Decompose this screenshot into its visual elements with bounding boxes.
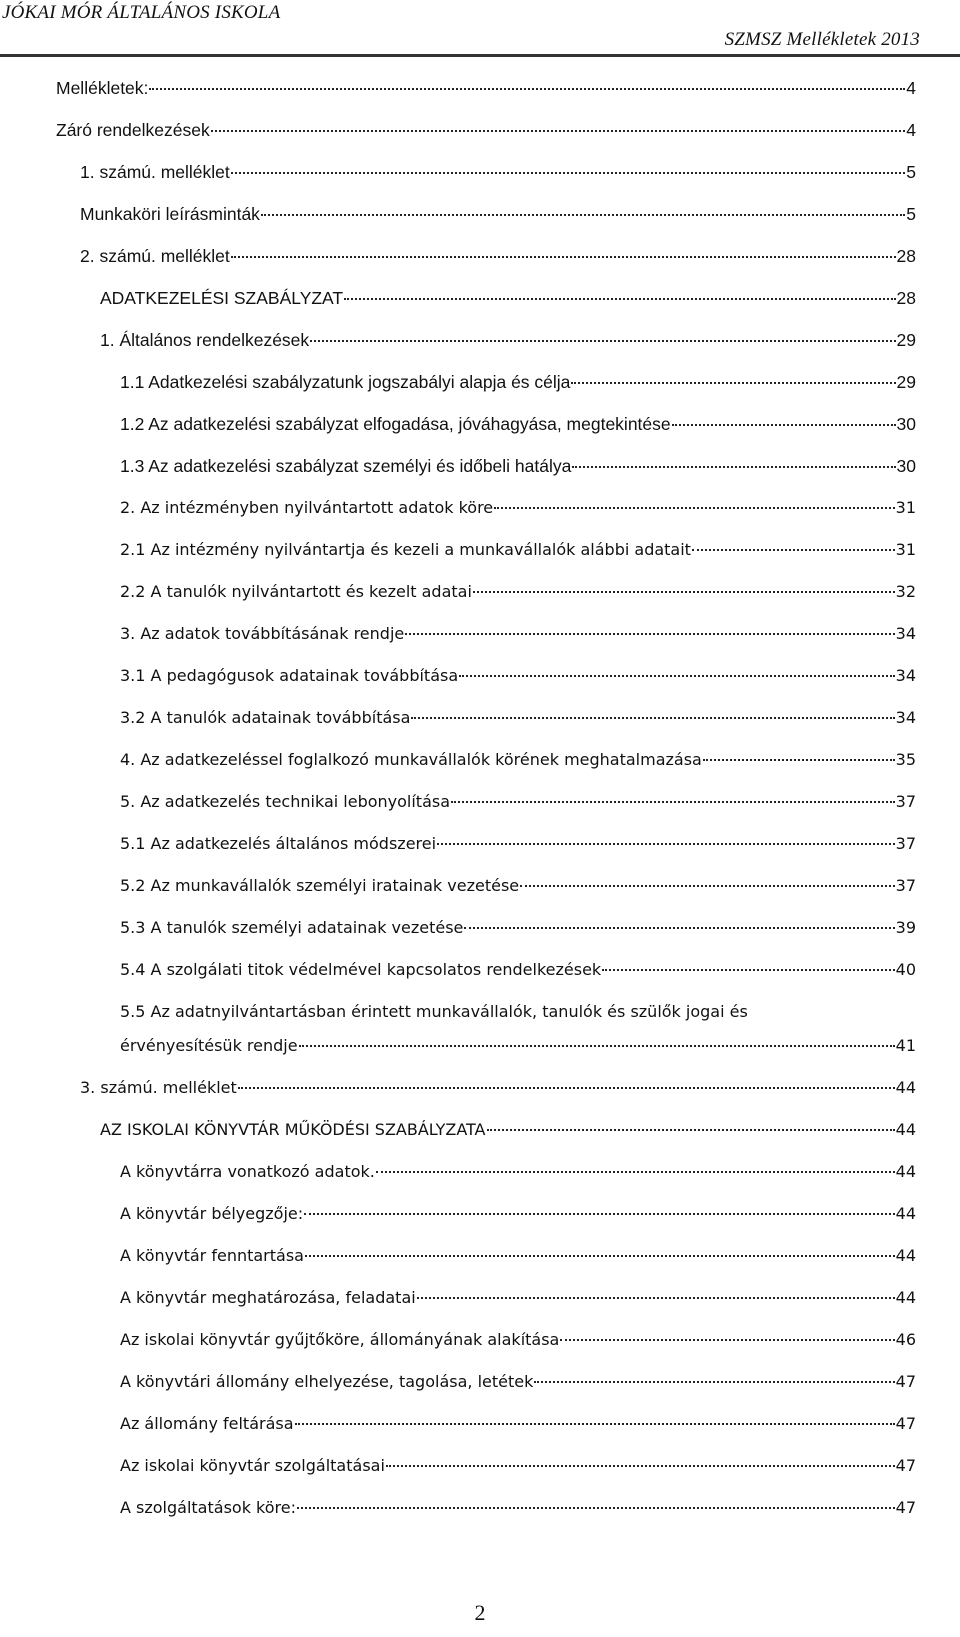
toc-entry[interactable]	[100, 286, 916, 310]
toc-entry-page: 44	[895, 1078, 916, 1097]
toc-entry[interactable]	[120, 1160, 916, 1184]
toc-entry-page: 30	[896, 456, 916, 476]
toc-dot-leader	[305, 1255, 895, 1257]
toc-entry-page: 47	[895, 1456, 916, 1475]
toc-entry[interactable]	[120, 1370, 916, 1394]
toc-entry-page: 34	[895, 624, 916, 643]
toc-entry-title: ADATKEZELÉSI SZABÁLYZAT	[100, 288, 344, 308]
toc-entry-title: 2.1 Az intézmény nyilvántartja és kezeli a munkavállalók alábbi adatait	[120, 540, 691, 559]
toc-entry-title: A könyvtári állomány elhelyezése, tagolása, letétek	[120, 1372, 534, 1391]
toc-entry[interactable]	[56, 118, 916, 142]
toc-entry-page: 47	[895, 1372, 916, 1391]
toc-dot-leader	[149, 88, 905, 90]
toc-dot-leader	[571, 382, 895, 384]
toc-entry-title: A könyvtárra vonatkozó adatok.	[120, 1162, 375, 1181]
toc-dot-leader	[473, 591, 895, 593]
toc-entry-title: 5.2 Az munkavállalók személyi iratainak vezetése	[120, 876, 520, 895]
toc-entry-title: 5.4 A szolgálati titok védelmével kapcsolatos rendelkezések	[120, 960, 602, 979]
toc-entry-page: 4	[906, 78, 916, 98]
toc-dot-leader	[304, 1213, 895, 1215]
toc-entry-title: A könyvtár meghatározása, feladatai	[120, 1288, 416, 1307]
toc-dot-leader	[534, 1381, 894, 1383]
toc-entry-page: 35	[895, 750, 916, 769]
toc-entry[interactable]	[120, 832, 916, 856]
toc-entry[interactable]	[120, 1454, 916, 1478]
toc-entry[interactable]	[120, 1244, 916, 1268]
toc-entry[interactable]	[120, 916, 916, 940]
toc-dot-leader	[411, 717, 894, 719]
toc-entry[interactable]	[120, 580, 916, 604]
toc-entry-page: 39	[895, 918, 916, 937]
toc-entry[interactable]	[80, 202, 916, 226]
toc-entry-page: 47	[895, 1414, 916, 1433]
toc-entry-page: 44	[895, 1204, 916, 1223]
toc-entry-title: 3.2 A tanulók adatainak továbbítása	[120, 708, 411, 727]
toc-entry[interactable]	[56, 76, 916, 100]
toc-entry-title: 5. Az adatkezelés technikai lebonyolítása	[120, 792, 451, 811]
toc-entry-page: 29	[896, 372, 916, 392]
toc-entry[interactable]	[120, 1412, 916, 1436]
toc-entry[interactable]	[120, 748, 916, 772]
toc-entry[interactable]	[80, 160, 916, 184]
toc-entry-title: Záró rendelkezések	[56, 120, 210, 140]
toc-entry-page: 44	[895, 1246, 916, 1265]
toc-dot-leader	[703, 759, 895, 761]
toc-entry-page: 4	[906, 120, 916, 140]
toc-dot-leader	[437, 843, 895, 845]
toc-dot-leader	[417, 1297, 895, 1299]
toc-entry-title: Az állomány feltárása	[120, 1414, 294, 1433]
toc-entry-title: 2. számú. melléklet	[80, 246, 230, 266]
toc-entry[interactable]	[120, 1328, 916, 1352]
toc-entry-page: 28	[896, 246, 916, 266]
toc-dot-leader	[310, 340, 895, 342]
toc-entry-title: Munkaköri leírásminták	[80, 204, 260, 224]
toc-entry[interactable]	[100, 328, 916, 352]
toc-entry[interactable]	[120, 1202, 916, 1226]
toc-dot-leader	[494, 507, 894, 509]
toc-entry-title: 3. Az adatok továbbításának rendje	[120, 624, 405, 643]
toc-entry-page: 37	[895, 834, 916, 853]
toc-entry-title: 1.1 Adatkezelési szabályzatunk jogszabályi alapja és célja	[120, 372, 571, 392]
toc-entry[interactable]	[120, 454, 916, 478]
toc-entry-page: 44	[895, 1120, 916, 1139]
toc-entry[interactable]	[120, 370, 916, 394]
header-rule	[0, 54, 960, 57]
toc-entry-title: A könyvtár fenntartása	[120, 1246, 304, 1265]
toc-entry-page: 29	[896, 330, 916, 350]
page-number: 2	[474, 1600, 486, 1625]
toc-dot-leader	[295, 1423, 895, 1425]
toc-dot-leader	[451, 801, 895, 803]
toc-entry-title: 3.1 A pedagógusok adatainak továbbítása	[120, 666, 459, 685]
toc-entry-page: 37	[895, 876, 916, 895]
toc-entry-page: 32	[895, 582, 916, 601]
toc-entry-title-continuation: érvényesítésük rendje	[120, 1036, 298, 1055]
toc-entry[interactable]	[120, 874, 916, 898]
toc-dot-leader	[344, 298, 895, 300]
toc-entry-title: Mellékletek:	[56, 78, 149, 98]
toc-entry-title: 5.1 Az adatkezelés általános módszerei	[120, 834, 437, 853]
toc-entry-title: 3. számú. melléklet	[80, 1078, 237, 1097]
toc-dot-leader	[299, 1045, 895, 1047]
toc-dot-leader	[238, 1087, 895, 1089]
toc-entry[interactable]	[120, 622, 916, 646]
toc-dot-leader	[520, 885, 895, 887]
toc-entry-title: AZ ISKOLAI KÖNYVTÁR MŰKÖDÉSI SZABÁLYZATA	[100, 1120, 486, 1139]
toc-entry-title: 1. Általános rendelkezések	[100, 330, 310, 350]
toc-entry-title[interactable]: 5.5 Az adatnyilvántartásban érintett munkavállalók, tanulók és szülők jogai és	[120, 1002, 748, 1021]
toc-entry-page: 31	[895, 498, 916, 517]
toc-entry-page: 44	[895, 1162, 916, 1181]
toc-dot-leader	[692, 549, 895, 551]
toc-entry-title: 5.3 A tanulók személyi adatainak vezetése	[120, 918, 464, 937]
toc-entry-page: 28	[896, 288, 916, 308]
toc-entry[interactable]	[120, 538, 916, 562]
toc-entry[interactable]	[120, 1034, 916, 1058]
toc-entry-page: 34	[895, 708, 916, 727]
toc-dot-leader	[297, 1507, 895, 1509]
toc-entry[interactable]	[120, 1286, 916, 1310]
toc-entry[interactable]	[120, 1496, 916, 1520]
toc-dot-leader	[405, 633, 894, 635]
toc-dot-leader	[560, 1339, 894, 1341]
toc-entry-title: 1.2 Az adatkezelési szabályzat elfogadása, jóváhagyása, megtekintése	[120, 414, 671, 434]
toc-dot-leader	[376, 1171, 895, 1173]
toc-entry-page: 37	[895, 792, 916, 811]
toc-entry-page: 30	[896, 414, 916, 434]
toc-entry-page: 41	[895, 1036, 916, 1055]
toc-entry-page: 5	[906, 204, 916, 224]
toc-entry-title: 4. Az adatkezeléssel foglalkozó munkavállalók körének meghatalmazása	[120, 750, 702, 769]
toc-dot-leader	[459, 675, 895, 677]
toc-dot-leader	[672, 424, 896, 426]
toc-entry-title: A szolgáltatások köre:	[120, 1498, 296, 1517]
toc-entry[interactable]	[80, 1076, 916, 1100]
page-header	[0, 0, 960, 60]
toc-entry[interactable]	[100, 1118, 916, 1142]
toc-dot-leader	[231, 172, 905, 174]
toc-entry-title: 1.3 Az adatkezelési szabályzat személyi és időbeli hatálya	[120, 456, 572, 476]
school-name: JÓKAI MÓR ÁLTALÁNOS ISKOLA	[2, 2, 281, 23]
toc-dot-leader	[231, 256, 896, 258]
toc-entry-title: Az iskolai könyvtár gyűjtőköre, állományának alakítása	[120, 1330, 560, 1349]
toc-entry[interactable]	[120, 496, 916, 520]
toc-entry-title: 2.2 A tanulók nyilvántartott és kezelt adatai	[120, 582, 472, 601]
toc-entry-page: 31	[895, 540, 916, 559]
toc-entry[interactable]	[120, 412, 916, 436]
toc-entry[interactable]	[80, 244, 916, 268]
toc-entry-title: 1. számú. melléklet	[80, 162, 230, 182]
toc-entry-page: 34	[895, 666, 916, 685]
toc-dot-leader	[211, 130, 906, 132]
toc-entry[interactable]	[120, 958, 916, 982]
toc-dot-leader	[602, 969, 894, 971]
toc-dot-leader	[487, 1129, 895, 1131]
toc-entry[interactable]	[120, 664, 916, 688]
toc-dot-leader	[464, 927, 894, 929]
toc-entry-title: 2. Az intézményben nyilvántartott adatok köre	[120, 498, 494, 517]
toc-dot-leader	[572, 466, 895, 468]
toc-entry[interactable]	[120, 790, 916, 814]
toc-entry[interactable]	[120, 706, 916, 730]
toc-entry-page: 44	[895, 1288, 916, 1307]
toc-dot-leader	[386, 1465, 895, 1467]
toc-dot-leader	[261, 214, 905, 216]
toc-entry-page: 46	[895, 1330, 916, 1349]
toc-entry-page: 40	[895, 960, 916, 979]
toc-entry-title: Az iskolai könyvtár szolgáltatásai	[120, 1456, 385, 1475]
toc-entry-title: A könyvtár bélyegzője:	[120, 1204, 304, 1223]
toc-entry-page: 5	[906, 162, 916, 182]
toc-entry-page: 47	[895, 1498, 916, 1517]
document-title: SZMSZ Mellékletek 2013	[724, 29, 920, 50]
